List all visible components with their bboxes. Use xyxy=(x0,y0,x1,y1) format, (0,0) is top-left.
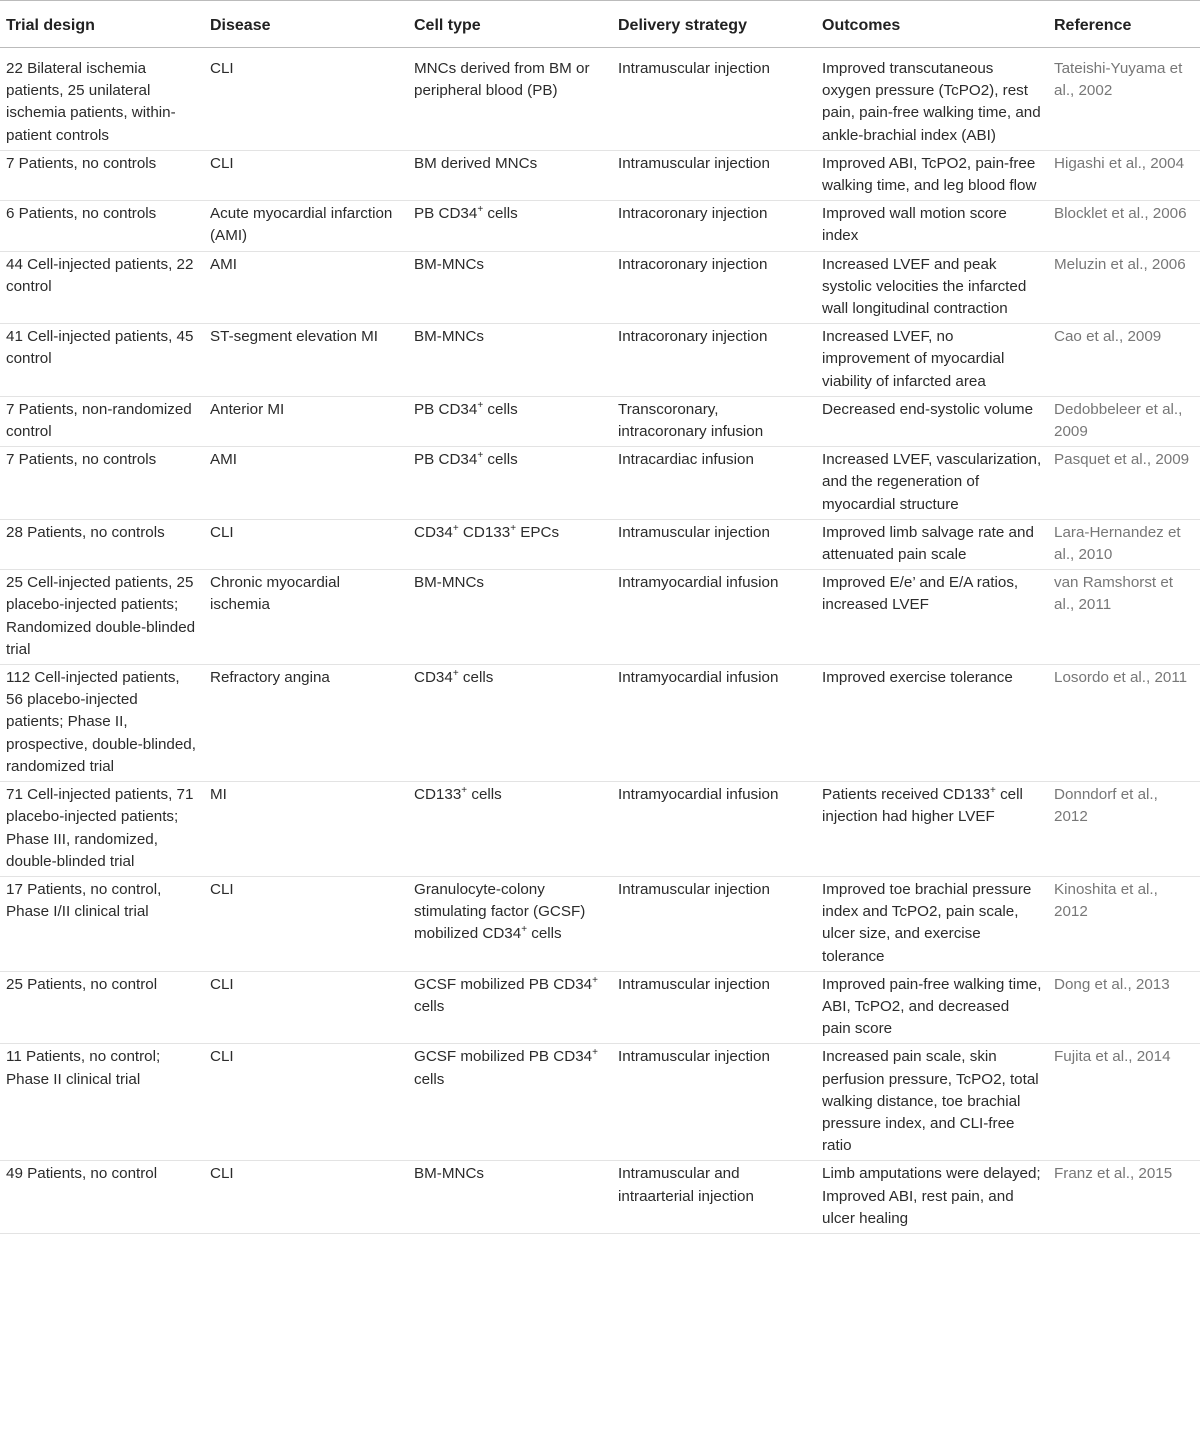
outcomes-cell: Improved wall motion score index xyxy=(816,201,1048,251)
reference-cell: Tateishi-Yuyama et al., 2002 xyxy=(1048,48,1200,151)
cell-type-cell: BM-MNCs xyxy=(408,324,612,397)
cell-type-cell: Granulocyte-colony stimulating factor (GCSF) mobilized CD34+ cells xyxy=(408,876,612,971)
table-row xyxy=(0,570,1200,665)
reference-cell: Blocklet et al., 2006 xyxy=(1048,201,1200,251)
cell-type-cell: PB CD34+ cells xyxy=(408,396,612,446)
trial-design-cell: 28 Patients, no controls xyxy=(0,519,204,569)
trial-design-cell: 71 Cell-injected patients, 71 placebo-injected patients; Phase III, randomized, double-blinded trial xyxy=(0,782,204,877)
disease-cell: AMI xyxy=(204,447,408,520)
outcomes-cell: Increased pain scale, skin perfusion pressure, TcPO2, total walking distance, toe brachial pressure index, and CLI-free ratio xyxy=(816,1044,1048,1161)
disease-cell: CLI xyxy=(204,876,408,971)
trial-design-cell: 11 Patients, no control; Phase II clinical trial xyxy=(0,1044,204,1161)
reference-cell: Donndorf et al., 2012 xyxy=(1048,782,1200,877)
table-row xyxy=(0,48,1200,151)
cell-type-cell: BM-MNCs xyxy=(408,251,612,324)
cell-type-cell: CD34+ cells xyxy=(408,665,612,782)
outcomes-cell: Patients received CD133+ cell injection had higher LVEF xyxy=(816,782,1048,877)
delivery-strategy-cell: Intramuscular injection xyxy=(612,1044,816,1161)
trial-design-cell: 41 Cell-injected patients, 45 control xyxy=(0,324,204,397)
disease-cell: CLI xyxy=(204,971,408,1044)
trial-design-cell: 22 Bilateral ischemia patients, 25 unilateral ischemia patients, within-patient controls xyxy=(0,48,204,151)
disease-cell: Acute myocardial infarction (AMI) xyxy=(204,201,408,251)
header-disease: Disease xyxy=(204,1,408,48)
table-header xyxy=(0,1,1200,48)
delivery-strategy-cell: Intramuscular injection xyxy=(612,48,816,151)
reference-cell: Franz et al., 2015 xyxy=(1048,1161,1200,1234)
trial-design-cell: 44 Cell-injected patients, 22 control xyxy=(0,251,204,324)
outcomes-cell: Improved E/e’ and E/A ratios, increased LVEF xyxy=(816,570,1048,665)
outcomes-cell: Limb amputations were delayed; Improved ABI, rest pain, and ulcer healing xyxy=(816,1161,1048,1234)
reference-cell: Fujita et al., 2014 xyxy=(1048,1044,1200,1161)
cell-type-cell: BM derived MNCs xyxy=(408,150,612,200)
table-row xyxy=(0,251,1200,324)
header-reference: Reference xyxy=(1048,1,1200,48)
cell-type-cell: BM-MNCs xyxy=(408,1161,612,1234)
reference-cell: Kinoshita et al., 2012 xyxy=(1048,876,1200,971)
delivery-strategy-cell: Intracoronary injection xyxy=(612,201,816,251)
trial-design-cell: 112 Cell-injected patients, 56 placebo-injected patients; Phase II, prospective, double-blinded, randomized trial xyxy=(0,665,204,782)
disease-cell: CLI xyxy=(204,519,408,569)
delivery-strategy-cell: Intramuscular injection xyxy=(612,971,816,1044)
table-row xyxy=(0,876,1200,971)
reference-cell: Lara-Hernandez et al., 2010 xyxy=(1048,519,1200,569)
delivery-strategy-cell: Intramuscular injection xyxy=(612,150,816,200)
disease-cell: Anterior MI xyxy=(204,396,408,446)
delivery-strategy-cell: Intracardiac infusion xyxy=(612,447,816,520)
trial-design-cell: 7 Patients, non-randomized control xyxy=(0,396,204,446)
outcomes-cell: Improved toe brachial pressure index and TcPO2, pain scale, ulcer size, and exercise tolerance xyxy=(816,876,1048,971)
header-row xyxy=(0,1,1200,48)
table-row xyxy=(0,971,1200,1044)
disease-cell: CLI xyxy=(204,1161,408,1234)
outcomes-cell: Improved pain-free walking time, ABI, TcPO2, and decreased pain score xyxy=(816,971,1048,1044)
delivery-strategy-cell: Intramyocardial infusion xyxy=(612,570,816,665)
table-row xyxy=(0,324,1200,397)
outcomes-cell: Increased LVEF and peak systolic velocities the infarcted wall longitudinal contraction xyxy=(816,251,1048,324)
table-row xyxy=(0,519,1200,569)
delivery-strategy-cell: Intramuscular injection xyxy=(612,876,816,971)
outcomes-cell: Decreased end-systolic volume xyxy=(816,396,1048,446)
delivery-strategy-cell: Intramuscular injection xyxy=(612,519,816,569)
disease-cell: MI xyxy=(204,782,408,877)
table-row xyxy=(0,447,1200,520)
reference-cell: Dedobbeleer et al., 2009 xyxy=(1048,396,1200,446)
outcomes-cell: Improved limb salvage rate and attenuated pain scale xyxy=(816,519,1048,569)
reference-cell: Losordo et al., 2011 xyxy=(1048,665,1200,782)
reference-cell: Higashi et al., 2004 xyxy=(1048,150,1200,200)
table-row xyxy=(0,396,1200,446)
cell-type-cell: GCSF mobilized PB CD34+ cells xyxy=(408,971,612,1044)
header-trial-design: Trial design xyxy=(0,1,204,48)
trial-design-cell: 7 Patients, no controls xyxy=(0,150,204,200)
trial-design-cell: 25 Cell-injected patients, 25 placebo-injected patients; Randomized double-blinded trial xyxy=(0,570,204,665)
delivery-strategy-cell: Intracoronary injection xyxy=(612,251,816,324)
cell-type-cell: CD34+ CD133+ EPCs xyxy=(408,519,612,569)
delivery-strategy-cell: Intramuscular and intraarterial injection xyxy=(612,1161,816,1234)
trial-design-cell: 25 Patients, no control xyxy=(0,971,204,1044)
disease-cell: ST-segment elevation MI xyxy=(204,324,408,397)
reference-cell: Cao et al., 2009 xyxy=(1048,324,1200,397)
delivery-strategy-cell: Intracoronary injection xyxy=(612,324,816,397)
outcomes-cell: Improved transcutaneous oxygen pressure (TcPO2), rest pain, pain-free walking time, and ankle-brachial index (ABI) xyxy=(816,48,1048,151)
trial-design-cell: 49 Patients, no control xyxy=(0,1161,204,1234)
outcomes-cell: Increased LVEF, vascularization, and the regeneration of myocardial structure xyxy=(816,447,1048,520)
reference-cell: Meluzin et al., 2006 xyxy=(1048,251,1200,324)
disease-cell: CLI xyxy=(204,1044,408,1161)
header-cell-type: Cell type xyxy=(408,1,612,48)
trial-design-cell: 17 Patients, no control, Phase I/II clinical trial xyxy=(0,876,204,971)
reference-cell: Pasquet et al., 2009 xyxy=(1048,447,1200,520)
delivery-strategy-cell: Transcoronary, intracoronary infusion xyxy=(612,396,816,446)
cell-type-cell: BM-MNCs xyxy=(408,570,612,665)
table-row xyxy=(0,782,1200,877)
cell-type-cell: MNCs derived from BM or peripheral blood (PB) xyxy=(408,48,612,151)
table-row xyxy=(0,665,1200,782)
cell-type-cell: CD133+ cells xyxy=(408,782,612,877)
reference-cell: Dong et al., 2013 xyxy=(1048,971,1200,1044)
table-row xyxy=(0,150,1200,200)
delivery-strategy-cell: Intramyocardial infusion xyxy=(612,665,816,782)
outcomes-cell: Increased LVEF, no improvement of myocardial viability of infarcted area xyxy=(816,324,1048,397)
trial-design-cell: 6 Patients, no controls xyxy=(0,201,204,251)
cell-type-cell: PB CD34+ cells xyxy=(408,201,612,251)
reference-cell: van Ramshorst et al., 2011 xyxy=(1048,570,1200,665)
delivery-strategy-cell: Intramyocardial infusion xyxy=(612,782,816,877)
cell-type-cell: GCSF mobilized PB CD34+ cells xyxy=(408,1044,612,1161)
cell-type-cell: PB CD34+ cells xyxy=(408,447,612,520)
disease-cell: CLI xyxy=(204,150,408,200)
table-row xyxy=(0,1044,1200,1161)
outcomes-cell: Improved ABI, TcPO2, pain-free walking time, and leg blood flow xyxy=(816,150,1048,200)
disease-cell: AMI xyxy=(204,251,408,324)
trial-design-cell: 7 Patients, no controls xyxy=(0,447,204,520)
table-row xyxy=(0,201,1200,251)
outcomes-cell: Improved exercise tolerance xyxy=(816,665,1048,782)
table-row xyxy=(0,1161,1200,1234)
header-outcomes: Outcomes xyxy=(816,1,1048,48)
disease-cell: Chronic myocardial ischemia xyxy=(204,570,408,665)
table-body xyxy=(0,48,1200,1234)
disease-cell: CLI xyxy=(204,48,408,151)
header-delivery-strategy: Delivery strategy xyxy=(612,1,816,48)
disease-cell: Refractory angina xyxy=(204,665,408,782)
